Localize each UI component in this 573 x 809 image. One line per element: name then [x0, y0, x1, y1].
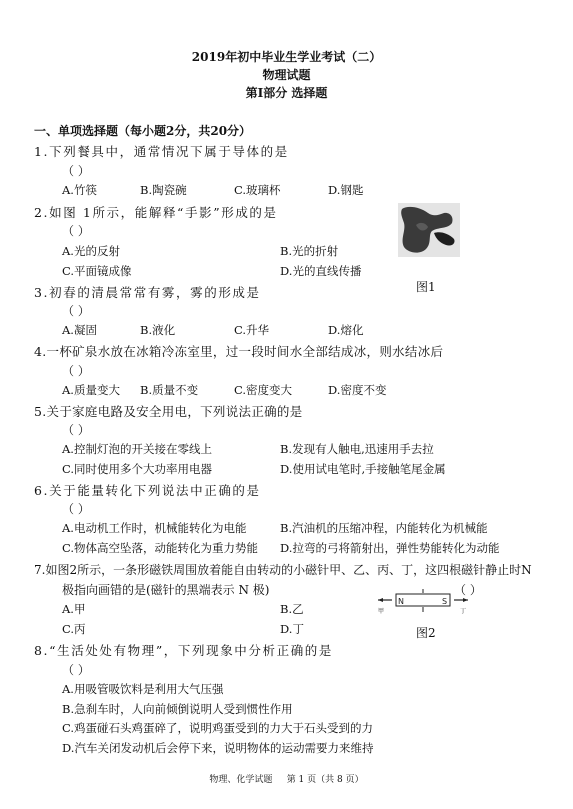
figure-1-label: 图1: [416, 280, 436, 294]
q8-option-b: B.急刹车时，人向前倾倒说明人受到惯性作用: [62, 702, 293, 716]
q3-option-b: B.液化: [140, 323, 176, 337]
question-5-stem: 5.关于家庭电路及安全用电，下列说法正确的是: [34, 404, 303, 419]
figure-2-label: 图2: [416, 626, 436, 640]
answer-blank: （ ）: [62, 364, 90, 378]
q7-option-d: D.丁: [280, 622, 304, 636]
q1-option-b: B.陶瓷碗: [140, 183, 187, 197]
q4-option-a: A.质量变大: [62, 383, 120, 397]
question-7-stem-cont: 极指向画错的是(磁针的黑端表示 N 极): [62, 583, 270, 597]
question-2-stem: 2.如图 1所示，能解释“手影”形成的是: [34, 205, 278, 220]
part-title: 第Ⅰ部分 选择题: [245, 86, 328, 100]
q5-option-b: B.发现有人触电,迅速用手去拉: [280, 442, 434, 456]
q4-option-c: C.密度变大: [234, 383, 293, 397]
q7-option-a: A.甲: [62, 602, 86, 616]
answer-blank: （ ）: [62, 663, 90, 677]
q3-option-c: C.升华: [234, 323, 270, 337]
section-heading: 一、单项选择题（每小题2分，共20分）: [34, 124, 252, 138]
q6-option-d: D.拉弯的弓将箭射出，弹性势能转化为动能: [280, 541, 500, 555]
q2-option-b: B.光的折射: [280, 244, 339, 258]
needle-ding-label: 丁: [460, 608, 467, 615]
question-8-stem: 8.“生活处处有物理”，下列现象中分析正确的是: [34, 643, 334, 658]
needle-jia-label: 甲: [378, 608, 385, 615]
q6-option-b: B.汽油机的压缩冲程，内能转化为机械能: [280, 521, 488, 535]
question-7-stem: 7.如图2所示，一条形磁铁周围放着能自由转动的小磁针甲、乙、丙、丁，这四根磁针静止时N: [34, 563, 532, 577]
answer-blank: （ ）: [62, 304, 90, 318]
answer-blank: （ ）: [62, 502, 90, 516]
hand-shadow-photo: [398, 203, 460, 257]
question-1-stem: 1.下列餐具中，通常情况下属于导体的是: [34, 144, 289, 159]
subject-title: 物理试题: [262, 68, 311, 82]
answer-blank: （ ）: [62, 164, 90, 178]
q3-option-d: D.熔化: [328, 323, 364, 337]
q6-option-c: C.物体高空坠落，动能转化为重力势能: [62, 541, 259, 555]
page-footer: 物理、化学试题 第 1 页（共 8 页）: [209, 775, 364, 785]
q5-option-a: A.控制灯泡的开关接在零线上: [62, 442, 212, 456]
q1-option-c: C.玻璃杯: [234, 183, 281, 197]
answer-blank: （ ）: [62, 423, 90, 437]
q1-option-a: A.竹筷: [62, 183, 97, 197]
q8-option-a: A.用吸管吸饮料是利用大气压强: [62, 682, 224, 696]
south-pole-label: S: [442, 597, 448, 606]
q3-option-a: A.凝固: [62, 323, 97, 337]
q1-option-d: D.钢匙: [328, 183, 364, 197]
q6-option-a: A.电动机工作时，机械能转化为电能: [62, 521, 247, 535]
q2-option-c: C.平面镜成像: [62, 264, 132, 278]
question-4-stem: 4.一杯矿泉水放在冰箱冷冻室里，过一段时间水全部结成冰，则水结冰后: [34, 344, 444, 359]
q7-option-b: B.乙: [280, 602, 304, 616]
question-3-stem: 3.初春的清晨常常有雾，雾的形成是: [34, 285, 261, 300]
exam-title: 2019年初中毕业生学业考试（二）: [191, 50, 382, 64]
north-pole-label: N: [398, 597, 404, 606]
q5-option-c: C.同时使用多个大功率用电器: [62, 462, 213, 476]
q4-option-d: D.密度不变: [328, 383, 387, 397]
bar-magnet-diagram: [378, 588, 472, 616]
answer-blank: （ ）: [62, 224, 90, 238]
q7-option-c: C.丙: [62, 622, 86, 636]
q8-option-c: C.鸡蛋碰石头鸡蛋碎了，说明鸡蛋受到的力大于石头受到的力: [62, 721, 374, 735]
q2-option-d: D.光的直线传播: [280, 264, 362, 278]
q2-option-a: A.光的反射: [62, 244, 120, 258]
q8-option-d: D.汽车关闭发动机后会停下来，说明物体的运动需要力来维持: [62, 741, 374, 755]
q4-option-b: B.质量不变: [140, 383, 199, 397]
q5-option-d: D.使用试电笔时,手接触笔尾金属: [280, 462, 446, 476]
question-6-stem: 6.关于能量转化下列说法中正确的是: [34, 483, 261, 498]
answer-blank: （ ）: [454, 583, 482, 597]
